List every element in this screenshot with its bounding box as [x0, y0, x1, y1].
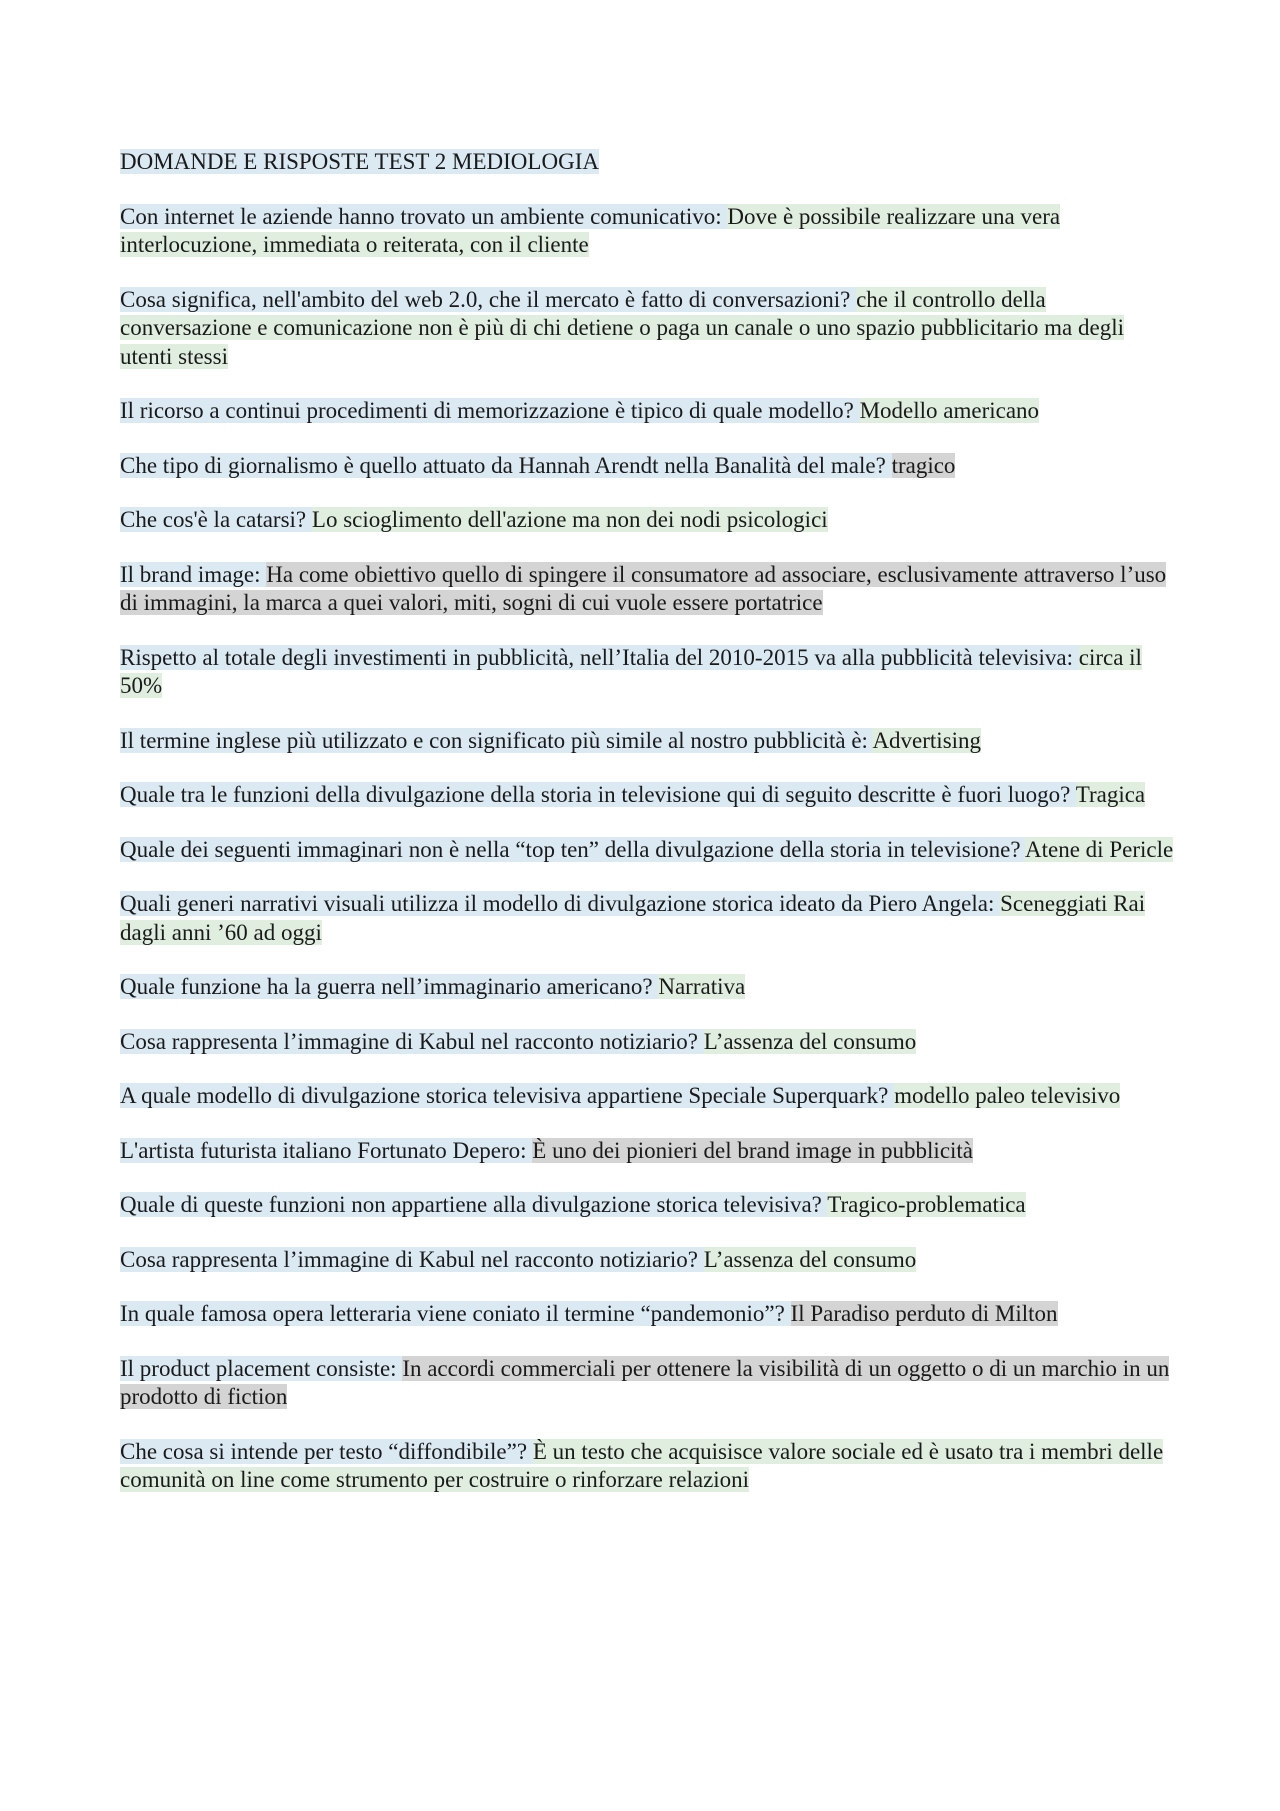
- question-text: Quale di queste funzioni non appartiene alla divulgazione storica televisiva?: [120, 1192, 828, 1217]
- qa-item: [120, 1191, 1180, 1220]
- answer-text: In accordi commerciali per ottenere la visibilità di un oggetto o di un marchio in un prodotto di fiction: [120, 1355, 1170, 1409]
- question-text: Che tipo di giornalismo è quello attuato da Hannah Arendt nella Banalità del male?: [120, 452, 892, 478]
- document-title-text: DOMANDE E RISPOSTE TEST 2 MEDIOLOGIA: [120, 149, 599, 174]
- question-text: Che cos'è la catarsi?: [120, 507, 312, 532]
- qa-item: [120, 727, 1180, 756]
- answer-text: Atene di Pericle: [1025, 836, 1174, 862]
- answer-text: che il controllo della conversazione e comunicazione non è più di chi detiene o paga un canale o uno spazio pubblicitario ma degli utenti stessi: [120, 286, 1124, 369]
- answer-text: Tragica: [1075, 782, 1146, 807]
- question-text: Rispetto al totale degli investimenti in pubblicità, nell’Italia del 2010-2015 va alla pubblicità televisiva:: [120, 644, 1079, 670]
- question-text: In quale famosa opera letteraria viene coniato il termine “pandemonio”?: [120, 1301, 791, 1326]
- answer-text: Dove è possibile realizzare una vera interlocuzione, immediata o reiterata, con il cliente: [120, 203, 1061, 257]
- answer-text: Narrativa: [658, 974, 746, 999]
- qa-item: [120, 644, 1180, 701]
- qa-item: [120, 1028, 1180, 1057]
- document-page: [120, 148, 1180, 1521]
- answer-text: Advertising: [872, 727, 982, 753]
- qa-item: [120, 561, 1180, 618]
- answer-text: Il Paradiso perduto di Milton: [790, 1301, 1058, 1326]
- answer-text: Sceneggiati Rai dagli anni ’60 ad oggi: [120, 891, 1146, 945]
- qa-list: [120, 203, 1180, 1495]
- question-text: Il product placement consiste:: [120, 1355, 403, 1381]
- qa-item: [120, 836, 1180, 865]
- question-text: Cosa significa, nell'ambito del web 2.0, che il mercato è fatto di conversazioni?: [120, 286, 857, 312]
- qa-item: [120, 286, 1180, 372]
- answer-text: modello paleo televisivo: [894, 1083, 1121, 1108]
- question-text: Cosa rappresenta l’immagine di Kabul nel racconto notiziario?: [120, 1028, 704, 1054]
- qa-item: [120, 973, 1180, 1002]
- answer-text: Tragico-problematica: [827, 1192, 1026, 1217]
- question-text: A quale modello di divulgazione storica televisiva appartiene Speciale Superquark?: [120, 1083, 895, 1108]
- qa-item: [120, 1246, 1180, 1275]
- answer-text: L’assenza del consumo: [703, 1246, 917, 1272]
- answer-text: Lo scioglimento dell'azione ma non dei nodi psicologici: [311, 507, 828, 532]
- answer-text: tragico: [891, 452, 956, 478]
- question-text: Con internet le aziende hanno trovato un ambiente comunicativo:: [120, 203, 728, 229]
- qa-item: [120, 1082, 1180, 1111]
- question-text: Quale tra le funzioni della divulgazione della storia in televisione qui di seguito descritte è fuori luogo?: [120, 782, 1076, 807]
- question-text: Il termine inglese più utilizzato e con significato più simile al nostro pubblicità è:: [120, 727, 873, 753]
- qa-item: [120, 506, 1180, 535]
- question-text: Quale dei seguenti immaginari non è nella “top ten” della divulgazione della storia in televisione?: [120, 836, 1026, 862]
- answer-text: È uno dei pionieri del brand image in pubblicità: [532, 1137, 974, 1163]
- qa-item: [120, 452, 1180, 481]
- question-text: L'artista futurista italiano Fortunato Depero:: [120, 1137, 533, 1163]
- question-text: Il ricorso a continui procedimenti di memorizzazione è tipico di quale modello?: [120, 398, 860, 423]
- answer-text: circa il 50%: [120, 644, 1142, 698]
- qa-item: [120, 1137, 1180, 1166]
- answer-text: Ha come obiettivo quello di spingere il consumatore ad associare, esclusivamente attraverso l’uso di immagini, la marca a quei valori, miti, sogni di cui vuole essere portatrice: [120, 561, 1167, 615]
- question-text: Cosa rappresenta l’immagine di Kabul nel racconto notiziario?: [120, 1246, 704, 1272]
- question-text: Quale funzione ha la guerra nell’immaginario americano?: [120, 974, 659, 999]
- qa-item: [120, 1438, 1180, 1495]
- answer-text: Modello americano: [859, 398, 1040, 423]
- qa-item: [120, 397, 1180, 426]
- qa-item: [120, 203, 1180, 260]
- question-text: Il brand image:: [120, 561, 267, 587]
- qa-item: [120, 781, 1180, 810]
- document-title: [120, 148, 1180, 177]
- answer-text: È un testo che acquisisce valore sociale ed è usato tra i membri delle comunità on line come strumento per costruire o rinforzare relazioni: [120, 1438, 1164, 1492]
- qa-item: [120, 1300, 1180, 1329]
- answer-text: L’assenza del consumo: [703, 1028, 917, 1054]
- qa-item: [120, 1355, 1180, 1412]
- question-text: Quali generi narrativi visuali utilizza il modello di divulgazione storica ideato da Piero Angela:: [120, 891, 1001, 916]
- qa-item: [120, 890, 1180, 947]
- question-text: Che cosa si intende per testo “diffondibile”?: [120, 1438, 533, 1464]
